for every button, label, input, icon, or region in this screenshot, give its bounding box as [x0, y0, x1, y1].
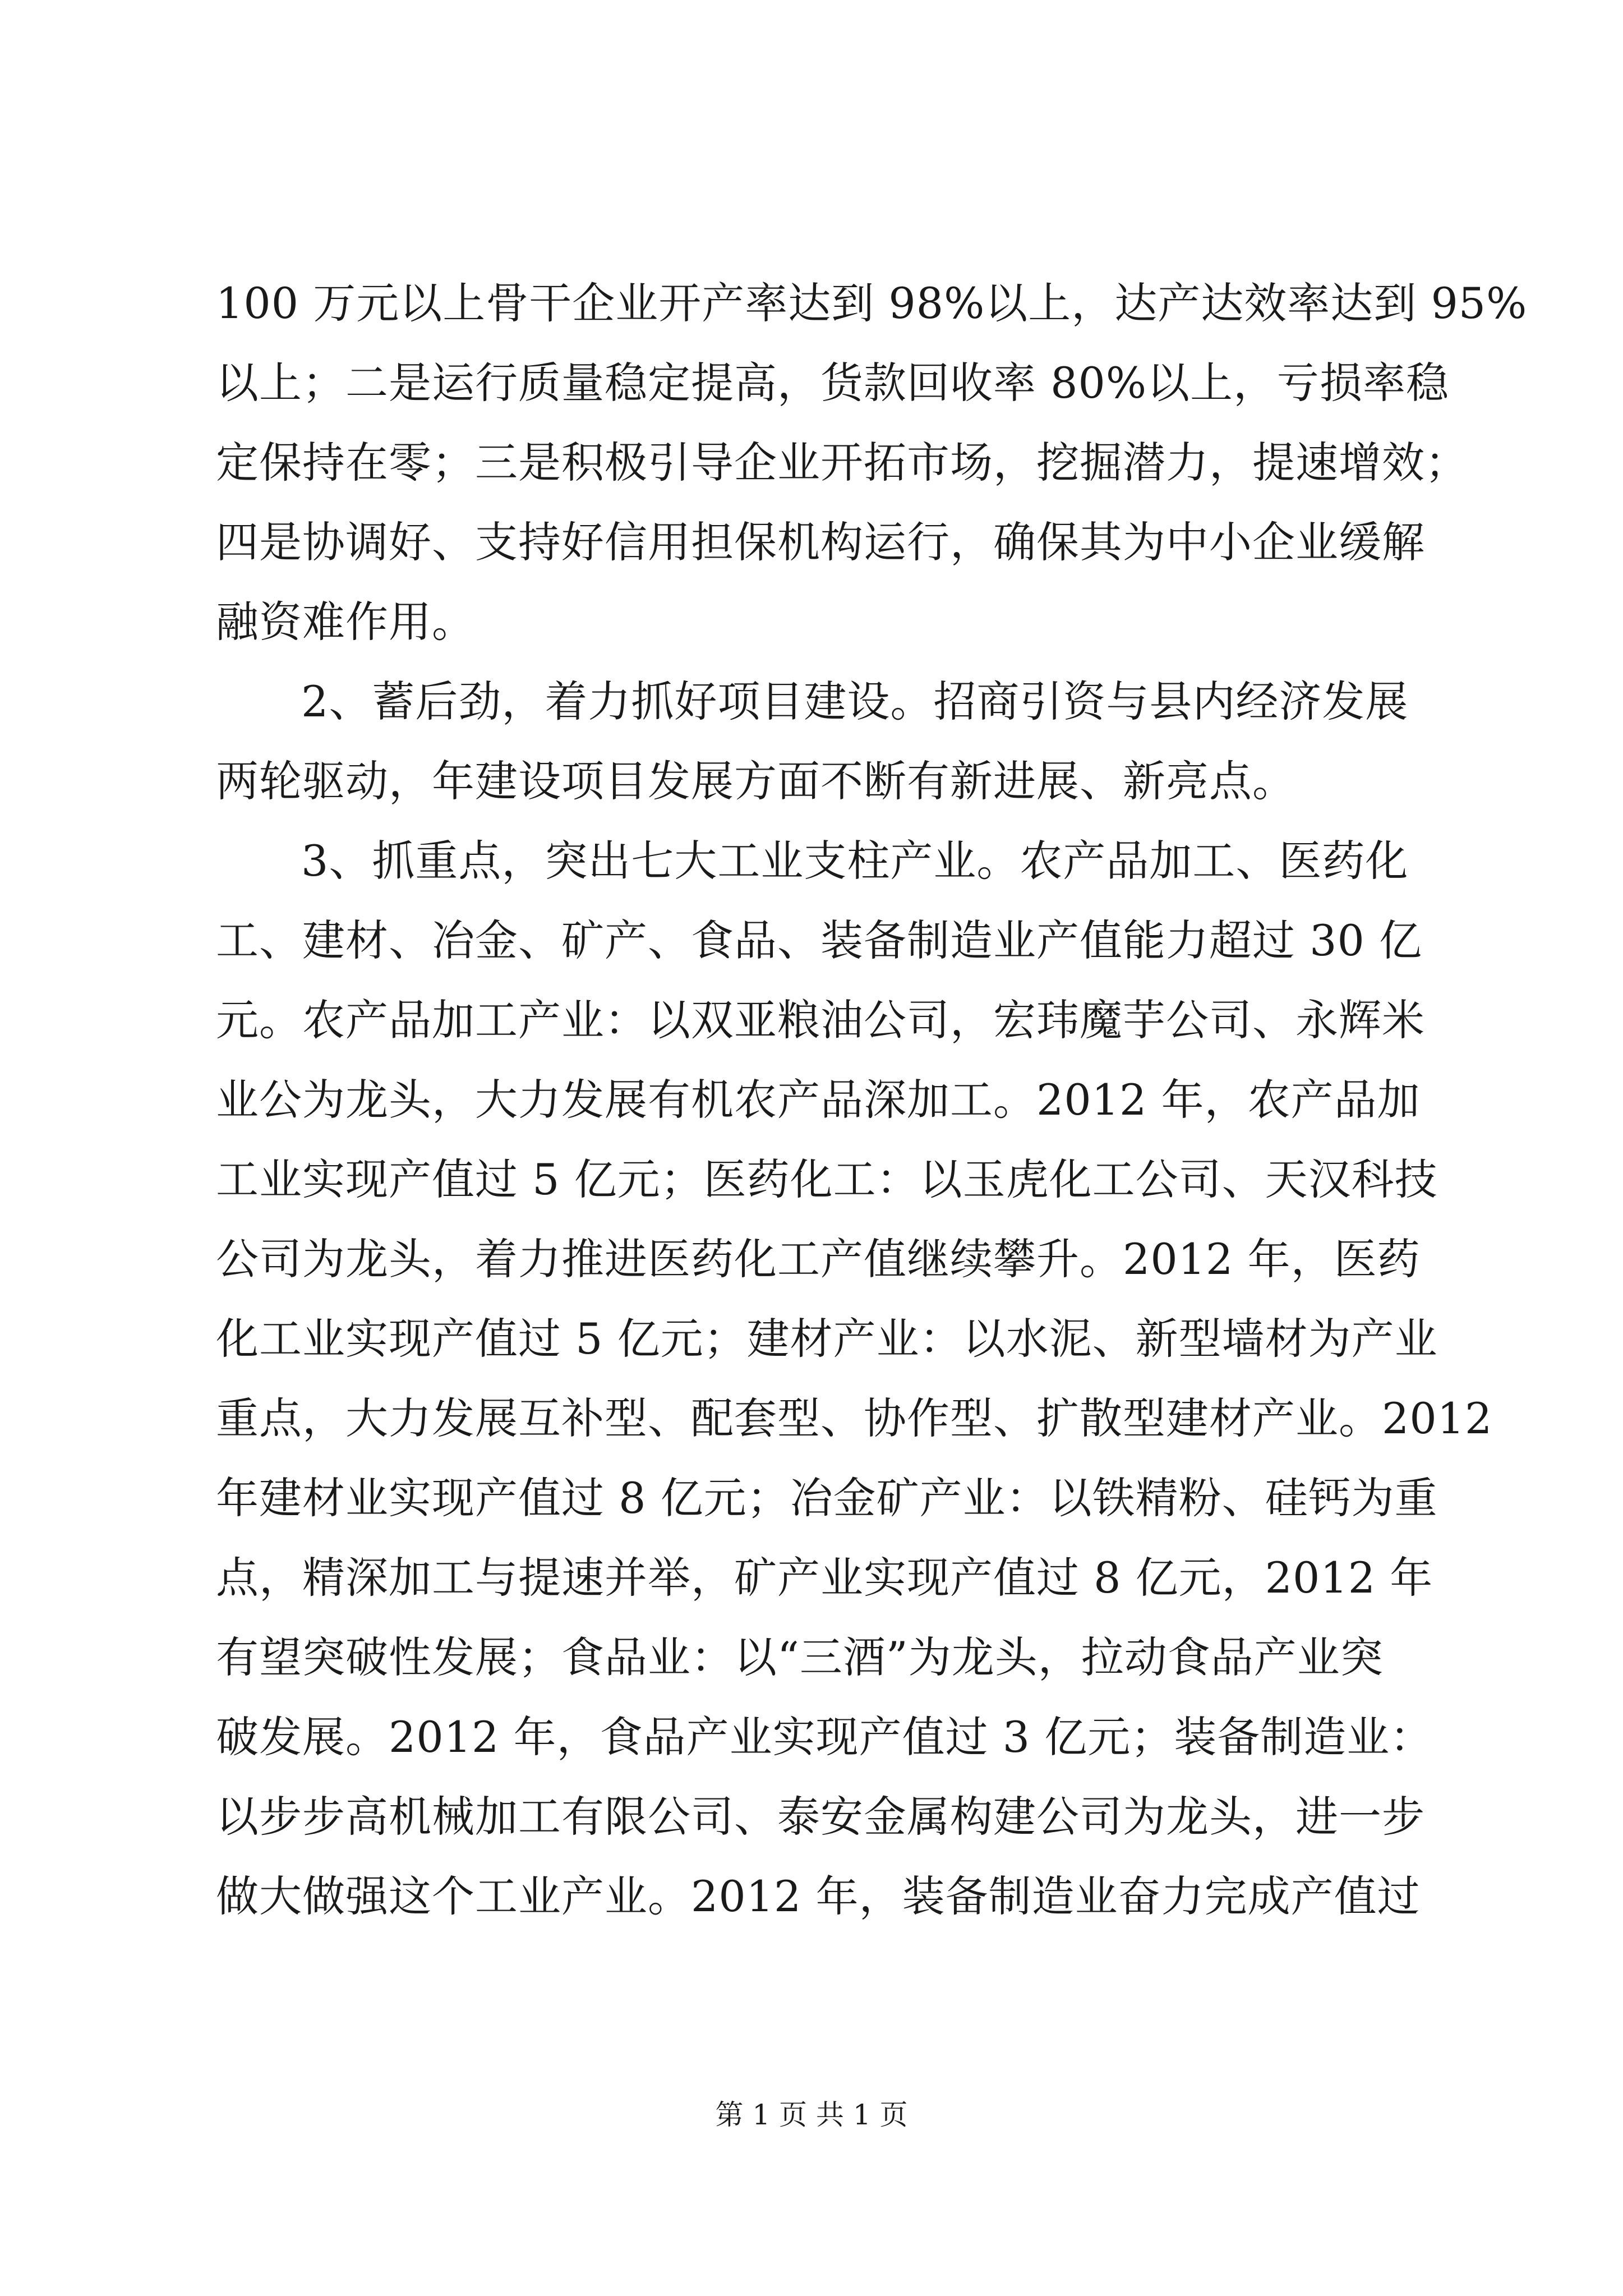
text-line: 做大做强这个工业产业。2012 年，装备制造业奋力完成产值过: [216, 1871, 1421, 1921]
text-line: 点，精深加工与提速并举，矿产业实现产值过 8 亿元，2012 年: [216, 1553, 1433, 1603]
text-line: 以步步高机械加工有限公司、泰安金属构建公司为龙头，进一步: [216, 1792, 1425, 1842]
text-line: 定保持在零；三是积极引导企业开拓市场，挖掘潜力，提速增效；: [216, 438, 1468, 487]
page-footer: 第 1 页 共 1 页: [715, 2099, 908, 2131]
text-line: 四是协调好、支持好信用担保机构运行，确保其为中小企业缓解: [216, 517, 1425, 567]
text-line: 两轮驱动，年建设项目发展方面不断有新进展、新亮点。: [216, 756, 1295, 806]
text-line: 3、抓重点，突出七大工业支柱产业。农产品加工、医药化: [301, 836, 1409, 886]
text-line: 破发展。2012 年，食品产业实现产值过 3 亿元；装备制造业：: [216, 1712, 1433, 1762]
text-line: 以上；二是运行质量稳定提高，货款回收率 80%以上，亏损率稳: [216, 358, 1450, 408]
text-line: 业公为龙头，大力发展有机农产品深加工。2012 年，农产品加: [216, 1075, 1421, 1125]
text-line: 有望突破性发展；食品业：以“三酒”为龙头，拉动食品产业突: [216, 1632, 1384, 1682]
text-line: 年建材业实现产值过 8 亿元；冶金矿产业：以铁精粉、硅钙为重: [216, 1473, 1438, 1523]
text-line: 化工业实现产值过 5 亿元；建材产业：以水泥、新型墙材为产业: [216, 1314, 1438, 1364]
text-line: 公司为龙头，着力推进医药化工产值继续攀升。2012 年，医药: [216, 1234, 1421, 1284]
text-line: 重点，大力发展互补型、配套型、协作型、扩散型建材产业。2012: [216, 1393, 1493, 1443]
text-line: 工、建材、冶金、矿产、食品、装备制造业产值能力超过 30 亿: [216, 915, 1423, 965]
text-line: 元。农产品加工产业：以双亚粮油公司，宏玮魔芋公司、永辉米: [216, 995, 1425, 1045]
document-body: [216, 264, 1528, 1936]
text-line: 工业实现产值过 5 亿元；医药化工：以玉虎化工公司、天汉科技: [216, 1154, 1438, 1204]
text-line: 融资难作用。: [216, 597, 475, 647]
text-line: 100 万元以上骨干企业开产率达到 98%以上，达产达效率达到 95%: [216, 278, 1528, 328]
text-line: 2、蓄后劲，着力抓好项目建设。招商引资与县内经济发展: [301, 677, 1409, 726]
